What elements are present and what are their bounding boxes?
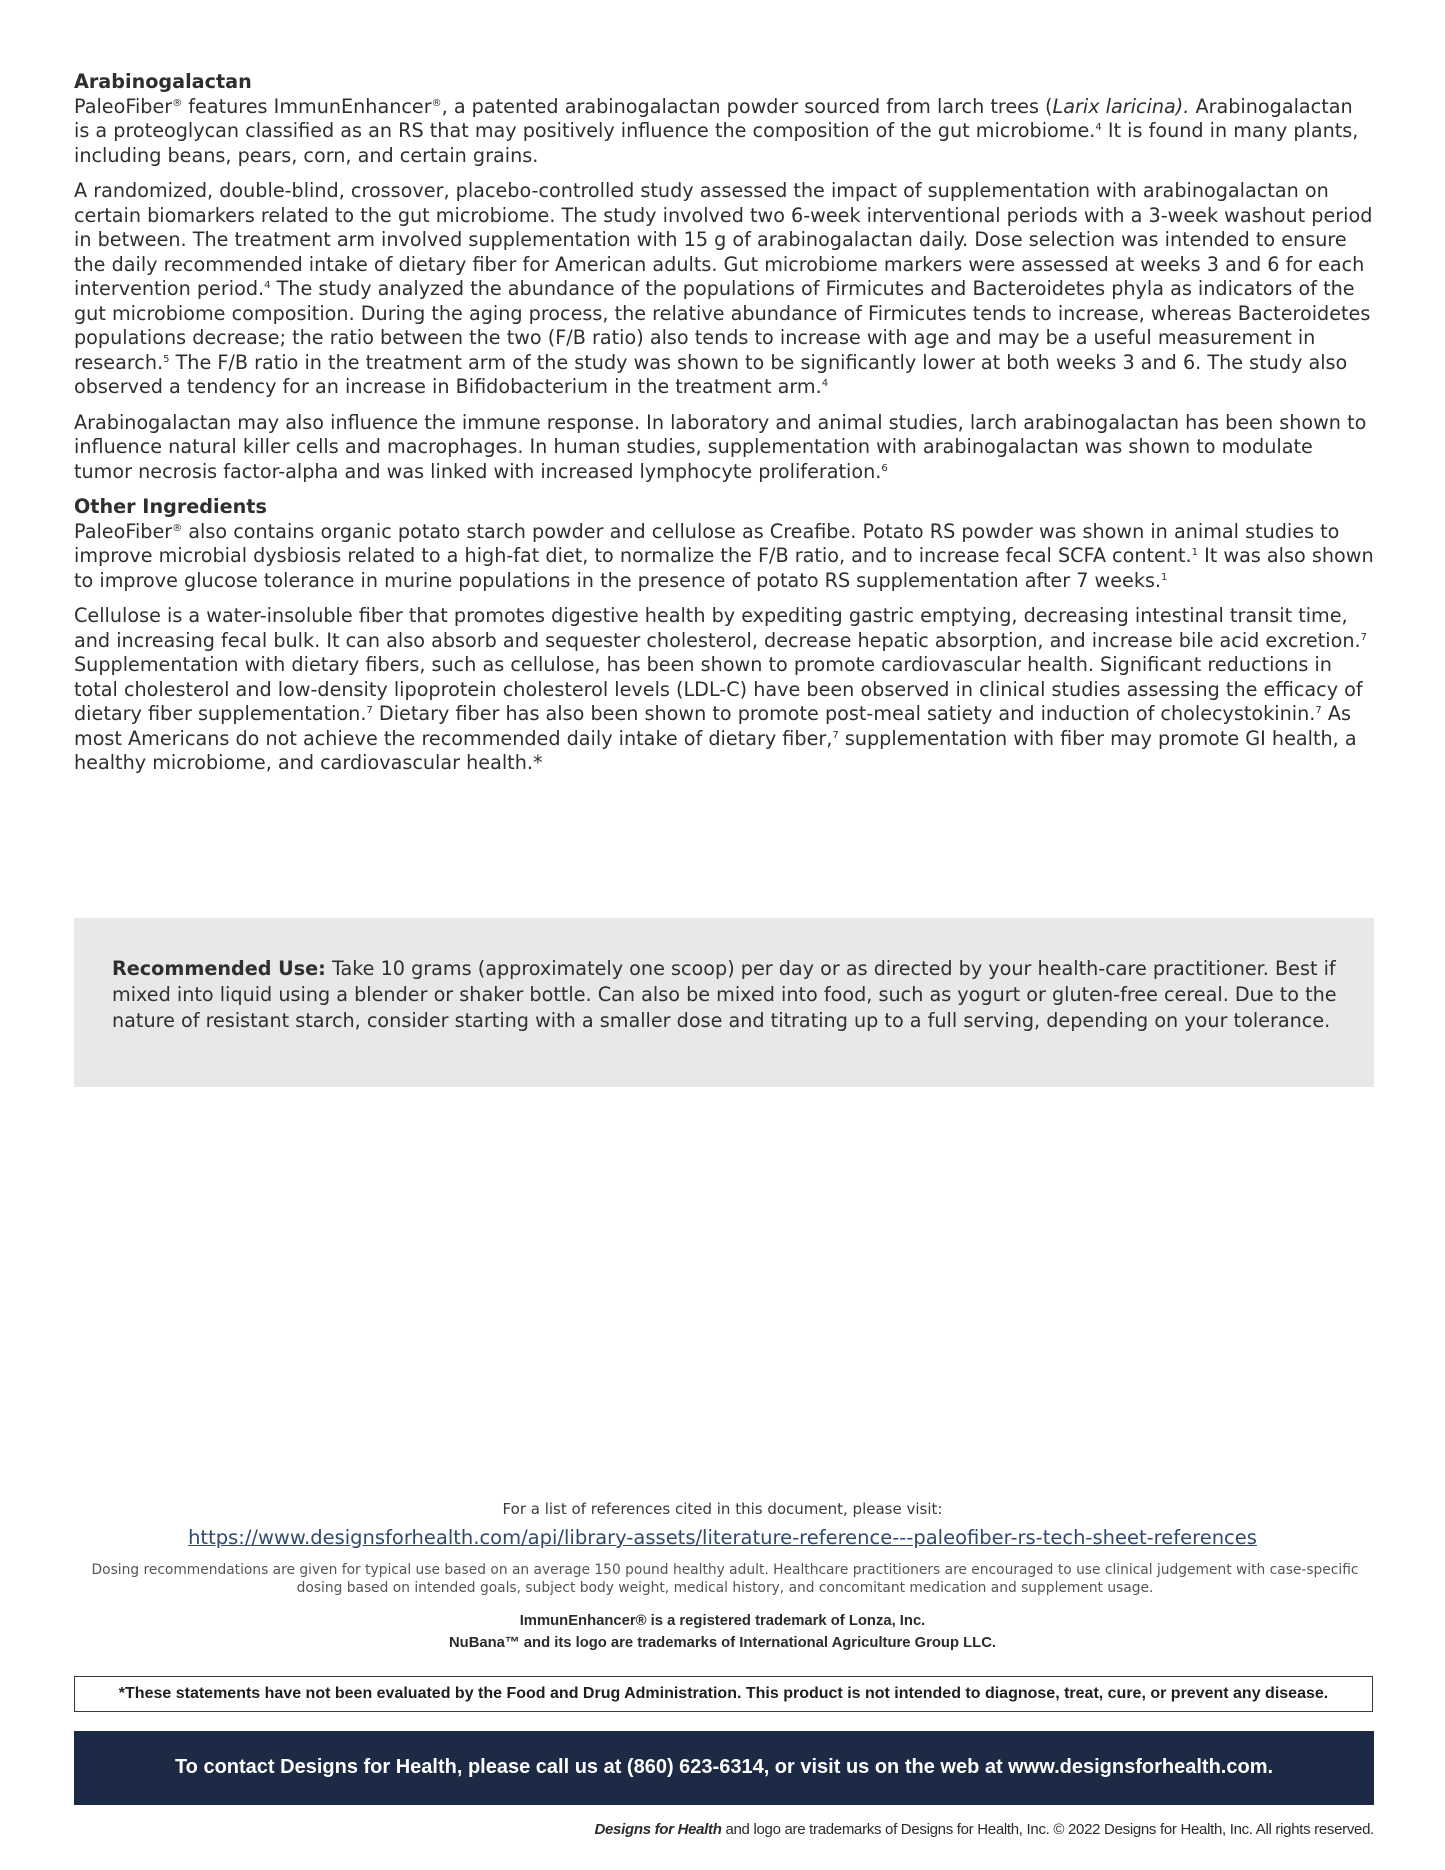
trademark-immunenhancer: ImmunEnhancer® is a registered trademark of Lonza, Inc.: [519, 1613, 926, 1629]
references-intro: For a list of references cited in this document, please visit:: [502, 1500, 943, 1518]
arabinogalactan-paragraph-3: Arabinogalactan may also influence the immune response. In laboratory and animal studies, larch arabinogalactan has been shown to influence natural killer cells and macrophages. In human studies, supplementation with arabinogalactan was shown to modulate tumor necrosis factor-alpha and was linked with increased lymphocyte proliferation.$^6$: [74, 410, 1367, 483]
copyright-text: and logo are trademarks of Designs for Health, Inc. © 2022 Designs for Health, Inc. All rights reserved.: [721, 1821, 1374, 1838]
section-title-arabinogalactan: Arabinogalactan: [74, 70, 252, 93]
fda-disclaimer-text: *These statements have not been evaluated by the Food and Drug Administration. This product is not intended to diagnose, treat, cure, or prevent any disease.: [118, 1685, 1329, 1702]
dosing-disclaimer: Dosing recommendations are given for typical use based on an average 150 pound healthy adult. Healthcare practitioners are encouraged to use clinical judgement with case-specific dosing based on intended goals, subject body weight, medical history, and concomitant medication and supplement usage.: [91, 1562, 1359, 1596]
references-link[interactable]: https://www.designsforhealth.com/api/library-assets/literature-reference---paleofiber-rs-tech-sheet-references: [188, 1526, 1257, 1549]
recommended-use-label: Recommended Use:: [112, 957, 326, 980]
contact-text: To contact Designs for Health, please call us at (860) 623-6314, or visit us on the web at www.designsforhealth.com.: [174, 1756, 1274, 1778]
other-paragraph-1: PaleoFiber® also contains organic potato starch powder and cellulose as Creafibe. Potato RS powder was shown in animal studies to improve microbial dysbiosis related to a high-fat diet, to normalize the F/B ratio, and to increase fecal SCFA content.$^1$ It was also shown to improve glucose tolerance in murine populations in the presence of potato RS supplementation after 7 weeks.$^1$: [74, 519, 1374, 592]
arabinogalactan-paragraph-1: PaleoFiber® features ImmunEnhancer®, a patented arabinogalactan powder sourced from larch trees (Larix laricina). Arabinogalactan is a proteoglycan classified as an RS that may positively influence the composition of the gut microbiome.$^4$ It is found in many plants, including beans, pears, corn, and certain grains.: [74, 94, 1359, 167]
trademark-nubana: NuBana™ and its logo are trademarks of International Agriculture Group LLC.: [448, 1635, 996, 1651]
section-title-other-ingredients: Other Ingredients: [74, 495, 267, 518]
contact-bar: [74, 1731, 1374, 1805]
main-content: [74, 70, 1374, 787]
copyright-line: [594, 1821, 1374, 1838]
recommended-use-text: Recommended Use: Take 10 grams (approximately one scoop) per day or as directed by your health-care practitioner. Best if mixed into liquid using a blender or shaker bottle. Can also be mixed into food, such as yogurt or gluten-free cereal. Due to the nature of resistant starch, consider starting with a smaller dose and titrating up to a full serving, depending on your tolerance.: [112, 957, 1337, 1032]
fda-disclaimer-box: [74, 1676, 1373, 1712]
copyright-brand: Designs for Health: [594, 1821, 722, 1838]
arabinogalactan-paragraph-2: A randomized, double-blind, crossover, placebo-controlled study assessed the impact of supplementation with arabinogalactan on certain biomarkers related to the gut microbiome. The study involved two 6-week interventional periods with a 3-week washout period in between. The treatment arm involved supplementation with 15 g of arabinogalactan daily. Dose selection was intended to ensure the daily recommended intake of dietary fiber for American adults. Gut microbiome markers were assessed at weeks 3 and 6 for each intervention period.$^4$ The study analyzed the abundance of the populations of Firmicutes and Bacteroidetes phyla as indicators of the gut microbiome composition. During the aging process, the relative abundance of Firmicutes tends to increase, whereas Bacteroidetes populations decrease; the ratio between the two (F/B ratio) also tends to increase with age and may be a useful measurement in research.$^5$ The F/B ratio in the treatment arm of the study was shown to be significantly lower at both weeks 3 and 6. The study also observed a tendency for an increase in Bifidobacterium in the treatment arm.$^4$: [74, 179, 1373, 398]
other-paragraph-2: Cellulose is a water-insoluble fiber that promotes digestive health by expediting gastric emptying, decreasing intestinal transit time, and increasing fecal bulk. It can also absorb and sequester cholesterol, decrease hepatic absorption, and increase bile acid excretion.$^7$ Supplementation with dietary fibers, such as cellulose, has been shown to promote cardiovascular health. Significant reductions in total cholesterol and low-density lipoprotein cholesterol levels (LDL-C) have been observed in clinical studies assessing the efficacy of dietary fiber supplementation.$^7$ Dietary fiber has also been shown to promote post-meal satiety and induction of cholecystokinin.$^7$ As most Americans do not achieve the recommended daily intake of dietary fiber,$^7$ supplementation with fiber may promote GI health, a healthy microbiome, and cardiovascular health.*: [74, 604, 1367, 774]
recommended-use-box: [74, 918, 1374, 1087]
